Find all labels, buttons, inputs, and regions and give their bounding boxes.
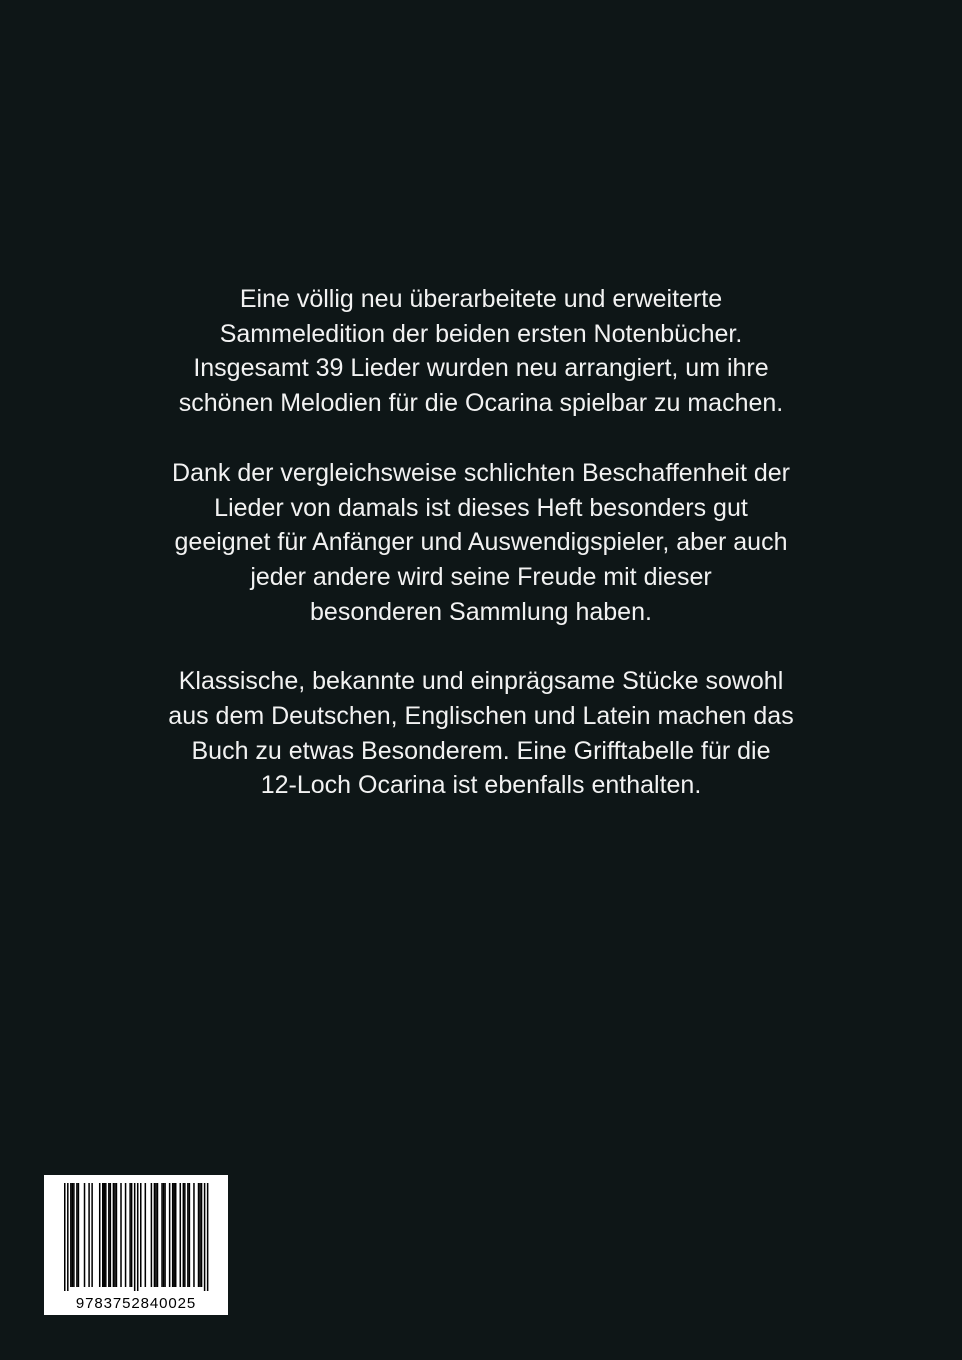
- barcode-bar: [201, 1183, 203, 1287]
- barcode-bar: [125, 1183, 127, 1287]
- barcode-bar: [76, 1183, 78, 1287]
- barcode-bar: [70, 1183, 72, 1287]
- barcode-bar: [207, 1183, 209, 1291]
- back-cover-blurb: [60, 282, 902, 838]
- blurb-line: Dank der vergleichsweise schlichten Beschaffenheit der: [172, 458, 790, 487]
- barcode-bar: [91, 1183, 93, 1287]
- barcode-bar: [67, 1183, 69, 1291]
- barcode-bar: [154, 1183, 156, 1287]
- barcode-bar: [204, 1183, 206, 1291]
- barcode-bar: [99, 1183, 101, 1287]
- barcode-bar: [140, 1183, 142, 1287]
- barcode-bar: [116, 1183, 118, 1287]
- barcode-bar: [131, 1183, 133, 1287]
- barcode-bar: [157, 1183, 159, 1287]
- barcode-bar: [110, 1183, 112, 1287]
- barcode-bar: [104, 1183, 106, 1287]
- blurb-line: 12-Loch Ocarina ist ebenfalls enthalten.: [260, 771, 702, 800]
- blurb-line: Eine völlig neu überarbeitete und erweiterte: [239, 285, 723, 313]
- barcode-bar: [187, 1183, 189, 1287]
- barcode-bar: [129, 1183, 131, 1287]
- barcode-bar: [173, 1183, 175, 1287]
- blurb-line: besonderen Sammlung haben.: [310, 597, 652, 626]
- barcode-bar: [84, 1183, 86, 1287]
- blurb-line: Klassische, bekannte und einprägsame Stücke sowohl: [178, 667, 784, 696]
- barcode-bar: [73, 1183, 75, 1287]
- barcode-bar: [64, 1183, 66, 1291]
- barcode-bar: [164, 1183, 166, 1287]
- barcode-bar: [180, 1183, 182, 1287]
- barcode-bar: [169, 1183, 171, 1287]
- barcode-bar: [163, 1183, 165, 1287]
- barcode-bar: [189, 1183, 191, 1287]
- isbn-number: 9783752840025: [75, 1295, 197, 1312]
- blurb-line: Insgesamt 39 Lieder wurden neu arrangiert, um ihre: [193, 354, 769, 383]
- barcode-bars: [44, 1175, 228, 1315]
- barcode-bar: [151, 1183, 153, 1287]
- barcode-bar: [88, 1183, 90, 1287]
- barcode-bar: [172, 1183, 174, 1287]
- blurb-line: jeder andere wird seine Freude mit dieser: [250, 562, 712, 591]
- blurb-line: Buch zu etwas Besonderem. Eine Grifftabelle für die: [191, 736, 771, 765]
- blurb-line: aus dem Deutschen, Englischen und Latein machen das: [168, 702, 794, 731]
- barcode-bar: [199, 1183, 201, 1287]
- barcode-bar: [155, 1183, 157, 1287]
- barcode-bar: [145, 1183, 147, 1287]
- blurb-line: schönen Melodien für die Ocarina spielbar zu machen.: [178, 389, 784, 418]
- barcode-bar: [108, 1183, 110, 1287]
- barcode-bar: [120, 1183, 122, 1287]
- blurb-paragraph-2: [60, 456, 902, 630]
- barcode-bar: [193, 1183, 195, 1287]
- barcode-bar: [72, 1183, 74, 1287]
- blurb-paragraph-3: [60, 664, 902, 803]
- barcode-bar: [183, 1183, 185, 1287]
- isbn-barcode: [44, 1175, 228, 1315]
- blurb-paragraph-1: [60, 282, 902, 421]
- barcode-bar: [78, 1183, 80, 1287]
- barcode-bar: [184, 1183, 186, 1287]
- barcode-bar: [137, 1183, 139, 1291]
- barcode-bar: [105, 1183, 107, 1287]
- blurb-line: Sammeledition der beiden ersten Notenbücher.: [219, 319, 743, 348]
- barcode-bar: [102, 1183, 104, 1287]
- barcode-bar: [175, 1183, 177, 1287]
- barcode-bar: [114, 1183, 116, 1287]
- blurb-line: geeignet für Anfänger und Auswendigspieler, aber auch: [174, 528, 788, 557]
- barcode-bar: [113, 1183, 115, 1287]
- barcode-bar: [161, 1183, 163, 1287]
- blurb-line: Lieder von damals ist dieses Heft besonders gut: [214, 493, 748, 522]
- barcode-bar: [134, 1183, 136, 1291]
- barcode-bar: [198, 1183, 200, 1287]
